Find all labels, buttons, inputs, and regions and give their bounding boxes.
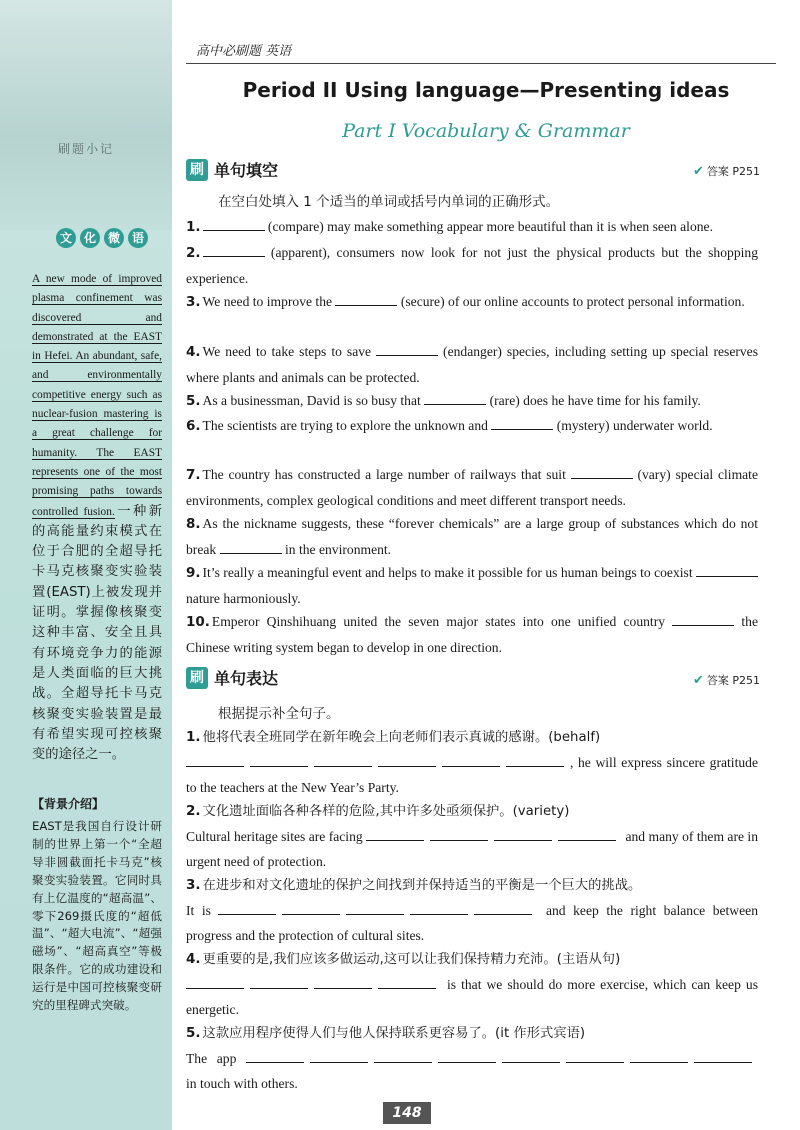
- sidebar-chinese: 一种新的高能量约束模式在位于合肥的全超导托卡马克核聚变实验装置(EAST)上被发现并证明。掌握像核聚变这种丰富、安全且具有环境竞争力的能源是人类面临的巨大挑战。全超导托卡马克核聚变实验装置是最有希望实现可控核聚变的途径之一。: [32, 503, 162, 763]
- item-number: 8.: [186, 516, 201, 532]
- section1-title: 单句填空: [214, 161, 279, 180]
- item-number: 6.: [186, 418, 201, 434]
- expression-item-5: [186, 1020, 758, 1096]
- badge-2: 化: [80, 228, 100, 248]
- fill-item-6: [186, 413, 758, 439]
- item-text-after: and keep the right balance between progress and the protection of cultural sites.: [186, 903, 758, 943]
- item-number: 1.: [186, 729, 201, 745]
- answer-blank[interactable]: [410, 902, 468, 915]
- item-number: 4.: [186, 344, 201, 360]
- item-text-after: (apparent), consumers now look for not just the physical products but the shopping experience.: [186, 245, 758, 286]
- item-text-before: As a businessman, David is so busy that: [202, 393, 425, 408]
- answer-blank[interactable]: [424, 392, 486, 405]
- answer-blank[interactable]: [314, 976, 372, 989]
- page-number: 148: [383, 1102, 431, 1124]
- answer-blank[interactable]: [506, 754, 564, 767]
- item-text-after: in the environment.: [281, 542, 392, 557]
- badge-1: 文: [56, 228, 76, 248]
- section2-answer: 答案 P251: [706, 674, 760, 687]
- item-number: 3.: [186, 294, 201, 310]
- background-text: EAST是我国自行设计研制的世界上第一个“全超导非圆截面托卡马克”核聚变实验装置。它同时具有上亿温度的“超高温”、零下269摄氏度的“超低温”、“超大电流”、“超强磁场”、“超高真空”等极限条件。它的成功建设和运行是中国可控核聚变研究的里程碑式突破。: [32, 819, 162, 1013]
- answer-blank[interactable]: [494, 828, 552, 841]
- answer-blank[interactable]: [218, 902, 276, 915]
- answer-blank[interactable]: [694, 1050, 752, 1063]
- item-number: 2.: [186, 803, 201, 819]
- answer-blank[interactable]: [376, 343, 438, 356]
- item-text-after: (compare) may make something appear more beautiful than it is when seen alone.: [264, 219, 713, 234]
- answer-blank[interactable]: [250, 976, 308, 989]
- answer-blank[interactable]: [335, 293, 397, 306]
- section2-instruction: 根据提示补全句子。: [218, 706, 340, 722]
- item-text-before: Cultural heritage sites are facing: [186, 829, 367, 844]
- answer-blank[interactable]: [558, 828, 616, 841]
- item-text-after: nature harmoniously.: [186, 591, 301, 606]
- item-text-before: The country has constructed a large number of railways that suit: [202, 467, 571, 482]
- answer-blank[interactable]: [314, 754, 372, 767]
- fill-item-8: [186, 511, 758, 562]
- item-number: 10.: [186, 614, 210, 630]
- answer-blank[interactable]: [378, 976, 436, 989]
- header-divider: [186, 63, 776, 64]
- brush-icon: 刷: [186, 667, 208, 689]
- answer-blank[interactable]: [630, 1050, 688, 1063]
- fill-item-10: [186, 609, 758, 660]
- answer-blank[interactable]: [366, 828, 424, 841]
- item-text-before: We need to improve the: [202, 294, 336, 309]
- item-text-after: (secure) of our online accounts to protect personal information.: [397, 294, 745, 309]
- sidebar-english-text: [32, 270, 162, 765]
- fill-item-1: [186, 214, 758, 240]
- sidebar-english: A new mode of improved plasma confinement was discovered and demonstrated at the EAST in Hefei. An abundant, safe, and environmentally competitive energy such as nuclear-fusion mastering is a great challenge for humanity. The EAST represents one of the most promising paths towards controlled fusion.: [32, 273, 162, 518]
- answer-blank[interactable]: [220, 541, 282, 554]
- section1-answer-ref: [693, 163, 760, 179]
- answer-blank[interactable]: [430, 828, 488, 841]
- section1-heading: [186, 158, 278, 181]
- expression-item-2: [186, 798, 758, 874]
- fill-item-2: [186, 240, 758, 291]
- answer-blank[interactable]: [250, 754, 308, 767]
- page-title: Period II Using language—Presenting ideas: [242, 78, 730, 102]
- answer-blank[interactable]: [378, 754, 436, 767]
- item-number: 2.: [186, 245, 201, 261]
- item-text-before: The app: [186, 1051, 246, 1066]
- expression-item-4: [186, 946, 758, 1022]
- item-text-after: and many of them are in urgent need of protection.: [186, 829, 758, 869]
- item-text-before: Emperor Qinshihuang united the seven major states into one unified country: [211, 614, 673, 629]
- answer-blank[interactable]: [346, 902, 404, 915]
- background-title: 【背景介绍】: [32, 797, 105, 811]
- item-text-after: (vary) special climate environments, complex geological conditions and meet different transport needs.: [186, 467, 758, 508]
- item-text-after: (endanger) species, including setting up special reserves where plants and animals can be protected.: [186, 344, 758, 385]
- answer-blank[interactable]: [502, 1050, 560, 1063]
- answer-blank[interactable]: [566, 1050, 624, 1063]
- part-title: Part I Vocabulary & Grammar: [342, 120, 630, 142]
- answer-blank[interactable]: [203, 218, 265, 231]
- item-text-after: (mystery) underwater world.: [553, 418, 713, 433]
- item-text-after: , he will express sincere gratitude to the teachers at the New Year’s Party.: [186, 755, 758, 795]
- item-chinese-prompt: 更重要的是,我们应该多做运动,这可以让我们保持精力充沛。(主语从句): [202, 952, 621, 967]
- section1-instruction: 在空白处填入 1 个适当的单词或括号内单词的正确形式。: [218, 194, 560, 210]
- answer-blank[interactable]: [438, 1050, 496, 1063]
- sidebar: [0, 0, 172, 1130]
- check-icon: ✔: [692, 163, 704, 179]
- expression-item-1: [186, 724, 758, 800]
- item-text-after: (rare) does he have time for his family.: [486, 393, 701, 408]
- answer-blank[interactable]: [282, 902, 340, 915]
- badge-3: 微: [104, 228, 124, 248]
- answer-blank[interactable]: [672, 613, 734, 626]
- answer-blank[interactable]: [491, 417, 553, 430]
- item-number: 5.: [186, 393, 201, 409]
- fill-item-4: [186, 339, 758, 390]
- answer-blank[interactable]: [442, 754, 500, 767]
- item-text-before: As the nickname suggests, these “forever chemicals” are a large group of substances which do not break: [186, 516, 758, 557]
- sidebar-label: 刷题小记: [57, 142, 114, 156]
- fill-item-3: [186, 289, 758, 315]
- book-header: 高中必刷题 英语: [196, 44, 292, 59]
- culture-badges: [56, 228, 148, 248]
- expression-item-3: [186, 872, 758, 948]
- answer-blank[interactable]: [186, 754, 244, 767]
- item-text-before: It’s really a meaningful event and helps to make it possible for us human beings to coexist: [202, 565, 696, 580]
- brush-icon: 刷: [186, 159, 208, 181]
- section2-heading: [186, 666, 278, 689]
- item-number: 5.: [186, 1025, 201, 1041]
- answer-blank[interactable]: [310, 1050, 368, 1063]
- item-number: 7.: [186, 467, 201, 483]
- item-text-after: the Chinese writing system began to develop in one direction.: [186, 614, 758, 655]
- item-chinese-prompt: 这款应用程序使得人们与他人保持联系更容易了。(it 作形式宾语): [202, 1026, 586, 1041]
- item-number: 3.: [186, 877, 201, 893]
- answer-blank[interactable]: [571, 466, 633, 479]
- answer-blank[interactable]: [474, 902, 532, 915]
- check-icon: ✔: [692, 672, 704, 688]
- section1-answer: 答案 P251: [706, 165, 760, 178]
- badge-4: 语: [128, 228, 148, 248]
- building-illustration: [0, 0, 172, 230]
- answer-blank[interactable]: [246, 1050, 304, 1063]
- item-chinese-prompt: 他将代表全班同学在新年晚会上向老师们表示真诚的感谢。(behalf): [202, 730, 601, 745]
- item-number: 1.: [186, 219, 201, 235]
- item-chinese-prompt: 文化遗址面临各种各样的危险,其中许多处亟须保护。(variety): [202, 804, 570, 819]
- section2-answer-ref: [693, 672, 760, 688]
- item-number: 4.: [186, 951, 201, 967]
- item-text-before: The scientists are trying to explore the unknown and: [202, 418, 492, 433]
- fill-item-9: [186, 560, 758, 611]
- item-text-before: We need to take steps to save: [202, 344, 377, 359]
- item-chinese-prompt: 在进步和对文化遗址的保护之间找到并保持适当的平衡是一个巨大的挑战。: [202, 878, 642, 893]
- section2-title: 单句表达: [214, 669, 279, 688]
- fill-item-5: [186, 388, 758, 414]
- answer-blank[interactable]: [203, 244, 265, 257]
- answer-blank[interactable]: [186, 976, 244, 989]
- answer-blank[interactable]: [374, 1050, 432, 1063]
- answer-blank[interactable]: [696, 564, 758, 577]
- item-number: 9.: [186, 565, 201, 581]
- fill-item-7: [186, 462, 758, 513]
- item-text-after: is that we should do more exercise, which can keep us energetic.: [186, 977, 758, 1017]
- item-text-before: It is: [186, 903, 219, 918]
- item-text-after: in touch with others.: [186, 1076, 298, 1091]
